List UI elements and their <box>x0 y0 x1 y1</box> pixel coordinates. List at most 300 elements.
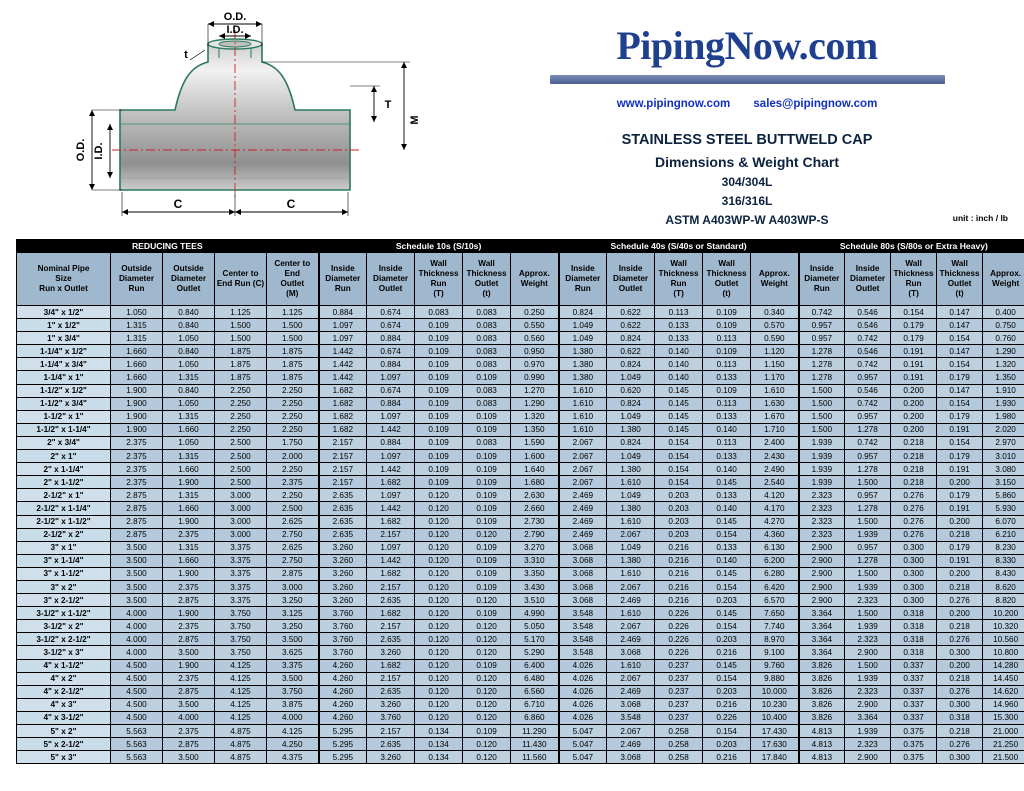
cell-nominal-size: 1" x 3/4" <box>17 332 111 345</box>
table-cell: 0.200 <box>937 659 983 672</box>
table-cell: 11.430 <box>511 738 559 751</box>
table-row <box>17 725 1024 738</box>
table-cell: 0.147 <box>937 384 983 397</box>
table-cell: 0.109 <box>703 384 751 397</box>
table-row <box>17 528 1024 541</box>
table-cell: 6.560 <box>511 685 559 698</box>
table-cell: 5.860 <box>983 489 1024 502</box>
table-cell: 4.260 <box>319 672 367 685</box>
table-row <box>17 698 1024 711</box>
table-cell: 1.380 <box>559 345 607 358</box>
table-cell: 0.179 <box>891 332 937 345</box>
table-cell: 5.170 <box>511 633 559 646</box>
table-cell: 3.068 <box>607 751 655 764</box>
table-cell: 0.113 <box>655 306 703 319</box>
table-cell: 1.500 <box>845 607 891 620</box>
table-cell: 0.109 <box>463 515 511 528</box>
table-cell: 0.109 <box>463 423 511 436</box>
table-cell: 4.250 <box>267 738 319 751</box>
table-cell: 0.109 <box>415 371 463 384</box>
table-cell: 3.500 <box>267 633 319 646</box>
table-cell: 4.500 <box>111 672 163 685</box>
table-cell: 0.109 <box>415 358 463 371</box>
table-cell: 0.109 <box>415 345 463 358</box>
table-cell: 0.824 <box>607 436 655 449</box>
table-cell: 0.824 <box>607 358 655 371</box>
cell-nominal-size: 1-1/2" x 3/4" <box>17 397 111 410</box>
table-cell: 0.179 <box>937 541 983 554</box>
table-cell: 10.320 <box>983 620 1024 633</box>
table-cell: 0.120 <box>463 738 511 751</box>
table-cell: 1.320 <box>983 358 1024 371</box>
table-cell: 4.026 <box>559 711 607 724</box>
table-cell: 0.145 <box>703 567 751 580</box>
table-cell: 3.364 <box>845 711 891 724</box>
table-cell: 0.109 <box>415 450 463 463</box>
table-cell: 3.068 <box>559 554 607 567</box>
column-header: Wall Thickness Outlet (t) <box>703 253 751 306</box>
table-cell: 4.026 <box>559 698 607 711</box>
table-row <box>17 515 1024 528</box>
table-cell: 2.323 <box>799 515 845 528</box>
cell-nominal-size: 1-1/2" x 1" <box>17 410 111 423</box>
table-cell: 3.500 <box>111 594 163 607</box>
table-cell: 0.276 <box>937 685 983 698</box>
table-cell: 0.200 <box>937 607 983 620</box>
cell-nominal-size: 3-1/2" x 2" <box>17 620 111 633</box>
table-cell: 0.179 <box>937 489 983 502</box>
table-cell: 2.375 <box>163 528 215 541</box>
table-cell: 0.140 <box>703 554 751 567</box>
table-cell: 0.622 <box>607 345 655 358</box>
table-cell: 1.097 <box>319 319 367 332</box>
cell-nominal-size: 3" x 1" <box>17 541 111 554</box>
table-cell: 3.548 <box>559 646 607 659</box>
table-cell: 1.750 <box>267 436 319 449</box>
cell-nominal-size: 1-1/4" x 1" <box>17 371 111 384</box>
table-cell: 1.682 <box>319 397 367 410</box>
table-cell: 3.500 <box>111 554 163 567</box>
table-cell: 10.230 <box>751 698 799 711</box>
table-cell: 3.500 <box>163 698 215 711</box>
website-link[interactable]: www.pipingnow.com <box>616 98 731 110</box>
table-cell: 0.742 <box>845 397 891 410</box>
cell-nominal-size: 2-1/2" x 2" <box>17 528 111 541</box>
table-cell: 1.120 <box>751 345 799 358</box>
table-cell: 0.145 <box>703 607 751 620</box>
table-cell: 4.125 <box>215 698 267 711</box>
table-cell: 4.813 <box>799 751 845 764</box>
table-cell: 3.760 <box>367 711 415 724</box>
table-cell: 2.900 <box>799 594 845 607</box>
table-cell: 3.500 <box>267 672 319 685</box>
table-cell: 0.546 <box>845 345 891 358</box>
table-cell: 0.134 <box>415 725 463 738</box>
table-cell: 1.125 <box>215 306 267 319</box>
table-cell: 2.375 <box>267 476 319 489</box>
table-cell: 0.140 <box>703 463 751 476</box>
table-cell: 0.218 <box>891 450 937 463</box>
table-cell: 1.660 <box>111 371 163 384</box>
table-cell: 2.375 <box>111 450 163 463</box>
table-cell: 0.133 <box>703 450 751 463</box>
table-cell: 1.660 <box>111 345 163 358</box>
table-cell: 3.364 <box>799 607 845 620</box>
table-cell: 4.125 <box>215 659 267 672</box>
column-header-row <box>17 253 1024 306</box>
table-cell: 4.260 <box>319 698 367 711</box>
table-cell: 1.500 <box>845 659 891 672</box>
table-cell: 3.010 <box>983 450 1024 463</box>
table-cell: 2.067 <box>607 580 655 593</box>
table-cell: 3.625 <box>267 646 319 659</box>
table-cell: 2.067 <box>559 476 607 489</box>
table-cell: 2.469 <box>607 738 655 751</box>
table-cell: 2.875 <box>163 594 215 607</box>
table-cell: 0.216 <box>655 594 703 607</box>
contact-links <box>470 98 1024 110</box>
table-cell: 1.939 <box>845 580 891 593</box>
table-cell: 3.750 <box>215 620 267 633</box>
table-cell: 0.147 <box>937 319 983 332</box>
table-cell: 2.375 <box>111 476 163 489</box>
table-cell: 0.154 <box>937 358 983 371</box>
table-cell: 1.875 <box>267 358 319 371</box>
grade-316: 316/316L <box>721 194 773 208</box>
cell-nominal-size: 4" x 1-1/2" <box>17 659 111 672</box>
table-cell: 0.109 <box>463 476 511 489</box>
column-header: Wall Thickness Outlet (t) <box>463 253 511 306</box>
table-cell: 1.939 <box>799 436 845 449</box>
table-cell: 3.500 <box>111 541 163 554</box>
table-cell: 0.884 <box>319 306 367 319</box>
table-cell: 3.125 <box>267 607 319 620</box>
table-cell: 0.218 <box>937 725 983 738</box>
table-cell: 1.315 <box>111 319 163 332</box>
table-row <box>17 450 1024 463</box>
cell-nominal-size: 1-1/4" x 1/2" <box>17 345 111 358</box>
table-cell: 1.640 <box>511 463 559 476</box>
table-cell: 2.250 <box>267 489 319 502</box>
table-cell: 3.350 <box>511 567 559 580</box>
table-row <box>17 371 1024 384</box>
table-cell: 2.323 <box>845 685 891 698</box>
table-cell: 0.120 <box>415 528 463 541</box>
table-cell: 2.875 <box>267 567 319 580</box>
table-row <box>17 502 1024 515</box>
table-cell: 2.750 <box>267 554 319 567</box>
table-cell: 0.140 <box>655 371 703 384</box>
table-row <box>17 384 1024 397</box>
table-cell: 1.900 <box>163 515 215 528</box>
table-cell: 1.500 <box>799 384 845 397</box>
table-cell: 0.750 <box>983 319 1024 332</box>
table-row <box>17 541 1024 554</box>
cell-nominal-size: 3/4" x 1/2" <box>17 306 111 319</box>
table-cell: 1.500 <box>215 332 267 345</box>
table-cell: 0.840 <box>163 306 215 319</box>
table-row <box>17 567 1024 580</box>
table-cell: 0.218 <box>891 476 937 489</box>
table-cell: 1.049 <box>607 371 655 384</box>
table-cell: 3.548 <box>559 607 607 620</box>
cell-nominal-size: 3-1/2" x 2-1/2" <box>17 633 111 646</box>
table-cell: 1.610 <box>607 607 655 620</box>
table-row <box>17 594 1024 607</box>
table-row <box>17 332 1024 345</box>
table-cell: 1.380 <box>559 371 607 384</box>
table-cell: 1.900 <box>111 384 163 397</box>
table-cell: 0.300 <box>937 698 983 711</box>
table-row <box>17 397 1024 410</box>
table-cell: 0.120 <box>415 594 463 607</box>
table-cell: 0.226 <box>703 711 751 724</box>
table-cell: 0.300 <box>891 594 937 607</box>
table-cell: 5.563 <box>111 725 163 738</box>
table-cell: 0.133 <box>703 489 751 502</box>
table-cell: 2.500 <box>215 476 267 489</box>
table-cell: 0.179 <box>891 319 937 332</box>
table-cell: 4.270 <box>751 515 799 528</box>
cell-nominal-size: 2" x 1" <box>17 450 111 463</box>
table-cell: 3.080 <box>983 463 1024 476</box>
cell-nominal-size: 4" x 3-1/2" <box>17 711 111 724</box>
table-cell: 2.375 <box>111 436 163 449</box>
table-cell: 1.939 <box>845 672 891 685</box>
table-cell: 6.280 <box>751 567 799 580</box>
table-cell: 15.300 <box>983 711 1024 724</box>
table-cell: 2.157 <box>319 436 367 449</box>
table-cell: 3.430 <box>511 580 559 593</box>
table-cell: 2.250 <box>267 397 319 410</box>
cell-nominal-size: 1-1/2" x 1/2" <box>17 384 111 397</box>
table-cell: 8.430 <box>983 567 1024 580</box>
table-cell: 3.750 <box>215 646 267 659</box>
label-c-right: C <box>286 197 296 211</box>
table-cell: 0.218 <box>891 463 937 476</box>
table-row <box>17 580 1024 593</box>
table-cell: 0.216 <box>655 580 703 593</box>
table-cell: 5.047 <box>559 738 607 751</box>
table-cell: 3.375 <box>215 580 267 593</box>
table-row <box>17 436 1024 449</box>
table-cell: 2.375 <box>163 620 215 633</box>
table-cell: 1.278 <box>845 502 891 515</box>
table-cell: 0.622 <box>607 319 655 332</box>
table-cell: 0.109 <box>703 319 751 332</box>
table-cell: 2.900 <box>845 646 891 659</box>
label-id-left: I.D. <box>93 142 105 160</box>
table-cell: 2.157 <box>319 450 367 463</box>
table-cell: 0.109 <box>463 410 511 423</box>
cell-nominal-size: 2-1/2" x 1" <box>17 489 111 502</box>
table-cell: 0.957 <box>845 410 891 423</box>
table-cell: 0.318 <box>891 607 937 620</box>
table-cell: 1.500 <box>845 567 891 580</box>
table-cell: 4.000 <box>111 607 163 620</box>
table-cell: 1.442 <box>367 502 415 515</box>
cell-nominal-size: 4" x 3" <box>17 698 111 711</box>
table-cell: 2.067 <box>607 620 655 633</box>
table-cell: 1.610 <box>607 515 655 528</box>
table-cell: 0.237 <box>655 711 703 724</box>
table-cell: 2.157 <box>367 725 415 738</box>
table-cell: 5.050 <box>511 620 559 633</box>
table-cell: 0.546 <box>845 319 891 332</box>
table-cell: 0.203 <box>655 489 703 502</box>
table-cell: 0.203 <box>703 633 751 646</box>
cell-nominal-size: 3" x 1-1/2" <box>17 567 111 580</box>
table-cell: 1.682 <box>367 515 415 528</box>
table-cell: 1.900 <box>111 423 163 436</box>
cell-nominal-size: 3" x 1-1/4" <box>17 554 111 567</box>
table-cell: 5.047 <box>559 725 607 738</box>
table-cell: 2.750 <box>267 528 319 541</box>
table-cell: 0.840 <box>163 319 215 332</box>
table-cell: 1.049 <box>607 410 655 423</box>
table-cell: 4.500 <box>111 698 163 711</box>
unit-note: unit : inch / lb <box>952 213 1008 223</box>
table-cell: 10.800 <box>983 646 1024 659</box>
cell-nominal-size: 3-1/2" x 1-1/2" <box>17 607 111 620</box>
table-cell: 0.133 <box>703 410 751 423</box>
column-header: Center to End Run (C) <box>215 253 267 306</box>
table-cell: 3.068 <box>559 594 607 607</box>
table-cell: 0.083 <box>463 319 511 332</box>
table-cell: 1.939 <box>845 528 891 541</box>
table-row <box>17 646 1024 659</box>
table-cell: 0.147 <box>937 306 983 319</box>
table-cell: 2.635 <box>319 489 367 502</box>
table-cell: 0.154 <box>655 436 703 449</box>
table-cell: 1.380 <box>607 554 655 567</box>
table-cell: 2.250 <box>215 410 267 423</box>
table-cell: 0.120 <box>463 751 511 764</box>
table-cell: 2.635 <box>367 738 415 751</box>
table-cell: 2.500 <box>215 436 267 449</box>
table-cell: 4.000 <box>111 646 163 659</box>
table-row <box>17 607 1024 620</box>
table-cell: 1.049 <box>607 541 655 554</box>
table-cell: 2.375 <box>111 463 163 476</box>
table-cell: 3.250 <box>267 620 319 633</box>
table-cell: 3.000 <box>267 580 319 593</box>
astm-spec: ASTM A403WP-W A403WP-S <box>665 213 829 227</box>
table-cell: 4.875 <box>215 751 267 764</box>
table-cell: 0.140 <box>703 502 751 515</box>
table-cell: 0.154 <box>703 672 751 685</box>
table-cell: 1.320 <box>511 410 559 423</box>
table-cell: 2.157 <box>367 528 415 541</box>
table-cell: 21.000 <box>983 725 1024 738</box>
table-cell: 0.120 <box>415 607 463 620</box>
table-cell: 1.875 <box>267 345 319 358</box>
table-cell: 0.674 <box>367 319 415 332</box>
table-cell: 3.260 <box>367 646 415 659</box>
table-cell: 0.203 <box>703 738 751 751</box>
table-cell: 0.145 <box>703 515 751 528</box>
table-cell: 6.130 <box>751 541 799 554</box>
table-cell: 1.900 <box>111 397 163 410</box>
table-cell: 0.154 <box>703 620 751 633</box>
table-cell: 0.674 <box>367 306 415 319</box>
table-cell: 0.083 <box>463 384 511 397</box>
table-cell: 0.109 <box>415 332 463 345</box>
table-cell: 2.250 <box>215 397 267 410</box>
table-cell: 1.875 <box>215 371 267 384</box>
table-cell: 0.250 <box>511 306 559 319</box>
table-cell: 5.563 <box>111 738 163 751</box>
label-M: M <box>409 115 421 125</box>
table-row <box>17 751 1024 764</box>
table-cell: 0.109 <box>463 502 511 515</box>
group-header: Schedule 40s (S/40s or Standard) <box>559 240 799 253</box>
column-header: Approx. Weight <box>511 253 559 306</box>
table-cell: 4.500 <box>111 659 163 672</box>
table-cell: 0.218 <box>937 580 983 593</box>
table-cell: 0.154 <box>937 436 983 449</box>
table-cell: 2.875 <box>163 685 215 698</box>
table-cell: 5.930 <box>983 502 1024 515</box>
table-cell: 0.957 <box>845 541 891 554</box>
table-cell: 4.125 <box>267 725 319 738</box>
document-title: STAINLESS STEEL BUTTWELD CAP <box>621 132 873 148</box>
table-cell: 0.824 <box>607 332 655 345</box>
table-cell: 3.826 <box>799 659 845 672</box>
table-cell: 3.375 <box>215 594 267 607</box>
table-cell: 2.875 <box>111 502 163 515</box>
table-cell: 2.500 <box>267 502 319 515</box>
table-cell: 0.120 <box>463 594 511 607</box>
table-cell: 14.280 <box>983 659 1024 672</box>
table-cell: 4.120 <box>751 489 799 502</box>
table-cell: 0.203 <box>703 594 751 607</box>
table-cell: 0.154 <box>655 463 703 476</box>
table-cell: 0.113 <box>703 436 751 449</box>
table-cell: 0.200 <box>891 423 937 436</box>
table-row <box>17 554 1024 567</box>
table-cell: 0.145 <box>703 659 751 672</box>
table-cell: 2.875 <box>111 515 163 528</box>
table-cell: 0.957 <box>845 371 891 384</box>
table-cell: 0.760 <box>983 332 1024 345</box>
table-cell: 0.337 <box>891 685 937 698</box>
table-cell: 11.290 <box>511 725 559 738</box>
table-cell: 0.200 <box>891 410 937 423</box>
table-cell: 0.120 <box>415 711 463 724</box>
email-link[interactable]: sales@pipingnow.com <box>753 98 878 110</box>
table-cell: 0.154 <box>703 528 751 541</box>
table-cell: 0.154 <box>703 580 751 593</box>
table-cell: 1.097 <box>367 489 415 502</box>
table-cell: 1.500 <box>845 476 891 489</box>
table-cell: 3.826 <box>799 685 845 698</box>
table-cell: 1.980 <box>983 410 1024 423</box>
table-cell: 0.546 <box>845 384 891 397</box>
table-cell: 0.179 <box>937 410 983 423</box>
dimensions-table-wrap <box>0 239 1024 764</box>
table-cell: 0.203 <box>703 685 751 698</box>
table-cell: 1.500 <box>267 332 319 345</box>
table-cell: 0.318 <box>891 646 937 659</box>
table-cell: 0.154 <box>703 725 751 738</box>
table-cell: 2.730 <box>511 515 559 528</box>
table-cell: 6.420 <box>751 580 799 593</box>
table-cell: 0.570 <box>751 319 799 332</box>
table-cell: 0.120 <box>415 685 463 698</box>
column-header: Outside Diameter Run <box>111 253 163 306</box>
table-cell: 3.364 <box>799 620 845 633</box>
